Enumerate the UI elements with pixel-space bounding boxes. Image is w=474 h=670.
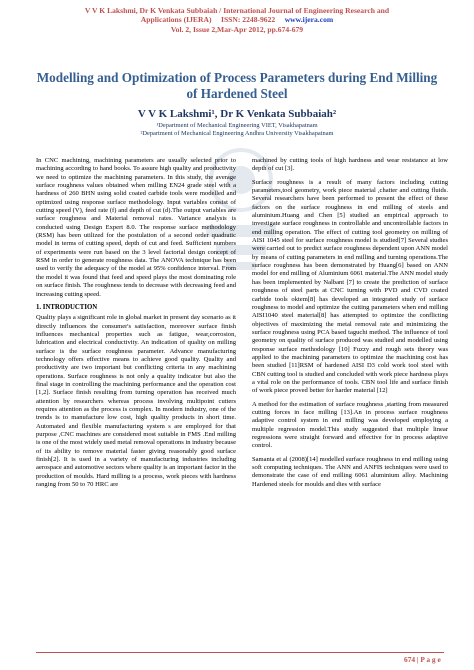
header-line-3: Vol. 2, Issue 2,Mar-Apr 2012, pp.674-679 bbox=[170, 24, 304, 34]
paper-authors: V V K Lakshmi¹, Dr K Venkata Subbaiah² bbox=[137, 108, 337, 120]
title-line-2: of Hardened Steel bbox=[186, 85, 288, 101]
header-issn: ISSN: 2248-9622 bbox=[220, 15, 276, 25]
section-heading-introduction: 1. INTRODUCTION bbox=[36, 303, 98, 311]
body-paragraph-1: machined by cutting tools of high hardness and wear resistance at low depth of cut [3]. bbox=[252, 157, 448, 173]
journal-header bbox=[0, 6, 474, 34]
header-line-1: V V K Lakshmi, Dr K Venkata Subbaiah / International Journal of Engineering Research and bbox=[84, 6, 390, 15]
header-line-2 bbox=[0, 15, 474, 24]
right-column bbox=[252, 157, 448, 494]
left-column bbox=[36, 157, 236, 494]
page-number: 674 | P a g e bbox=[404, 655, 441, 664]
affiliation-1: ¹Department of Mechanical Engineering VIET, Visakhapatnam bbox=[156, 122, 318, 129]
body-paragraph-4: Samanta et al (2008)[14] modelled surface roughness in end milling using soft computing techniques. The ANN and ANFIS techniques were used to demonstrate the case of end milling 6061 aluminium alloy. Machining Hardened steels for moulds and dies with surface bbox=[252, 455, 448, 488]
paper-title bbox=[0, 70, 474, 101]
introduction-paragraph: Quality plays a significant role in global market in present day scenario as it directly influences the consumer's satisfaction, moreover surface finish influences mechanical properties such as fatigue, wear,corrosion, lubrication and electrical conductivity. An indication of quality on milling surface is the surface roughness parameter. Advance manufacturing technology offers effective means to achieve good quality. Quality and productivity are two important but conflicting criteria in any machining operations. Surface roughness is not only a quality indicator but also the final stage in controlling the machining performance and the operation cost [1,2]. Surface finish resulting from turning operation has received much attention by researchers whereas process involving multipoint cutters requires attention as the process is complex. In modern industry, one of the trends is to manufacture low cost, high quality products in short time. Automated and flexible manufacturing system s are employed for that purpose ,CNC machines are considered most suitable in FMS .End milling is one of the most widely used metal removal operations in industry because of its ability to remove material faster giving reasonably good surface finish[2]. It is used in a variety of manufacturing industries including aerospace and automotive sectors where quality is an important factor in the production of moulds. Hard milling is a process, work pieces with hardness ranging from 50 to 70 HRC are bbox=[36, 314, 236, 489]
abstract-paragraph: In CNC machining, machining parameters are usually selected prior to machining according to hand books. To assure high quality and productivity we need to optimize the machining parameters. In this study, the average surface roughness values obtained when milling EN24 grade steel with a hardness of 260 BHN using solid coated carbide tools were modelled and optimized using response surface methodology. Input variables consist of cutting speed (V), feed rate (f) and depth of cut (d).The output variables are surface roughness and Material removal rates. Variance analysis is conducted using Design Expert 8.0. The response surface methodology (RSM) has been utilized for the postulation of a second order quadratic model in terms of cutting speed, depth of cut and feed. Sufficient numbers of experiments were run based on the 3 level factorial design concept of RSM in order to generate roughness data. The ANOVA technique has been used to verify the adequacy of the model at 95% confidence interval. From the model it was found that feed and speed plays the most dominating role on surface finish. The roughness tends to decrease with decreasing feed and increasing cutting speed. bbox=[36, 157, 236, 298]
body-paragraph-3: A method for the estimation of surface roughness ,starting from measured cutting forces in face milling [13].An in process surface roughness adaptive control system in end milling was developed employing a multiple regression model.This study suggested that multiple linear regressions were straight forward and effective for in process adaptive control. bbox=[252, 400, 448, 450]
author-affiliations bbox=[0, 122, 474, 138]
header-url-link[interactable]: www.ijera.com bbox=[284, 15, 334, 25]
affiliation-2: ²Department of Mechanical Engineering Andhra University Visakhapatnam bbox=[140, 130, 334, 137]
title-line-1: Modelling and Optimization of Process Parameters during End Milling bbox=[36, 70, 438, 85]
header-journal: Applications (IJERA) bbox=[140, 15, 212, 25]
body-paragraph-2: Surface roughness is a result of many factors including cutting parameters,tool geometry, work piece material ,chatter and cutting fluids. Several researchers have been performed to present the effect of these factors on the surface roughness in end milling of steels and aluminium.Huang and Chen [5] studied an empirical approach to investigate surface roughness in controllable and uncontrollable factors in end milling operation. The effect of cutting tool geometry on milling of AISI 1045 steel for surface roughness model is studied[7] Several studies were carried out to predict surface roughness dependent upon ANN model by means of cutting parameters in end milling and turning operations.The surface roughness has been demonstrated by Huang[6] based on ANN model for end milling of Aluminium 6061 material.The ANN model study has been implemented by Nalbant [7] to create the prediction of surface roughness of steel parts at CNC turning with PVD and CVD coated carbide tools oktem[8] has developed an integrated study of surface roughness to model and optimize the cutting parameters when end milling AISI1040 steel material[8] has attempted to optimize the conflicting objectives of maximizing the metal removal rate and minimizing the surface roughness using PCA based taguchi method. The influence of tool geometry on quality of surface produced was studied and modelled using response surface methodology [10] Fuzzy and rough sets theory was applied to the machining parameters to optimize the machining cost has been studied [11]RSM of hardened AISI D3 cold work tool steel with CBN cutting tool is studied and concluded with work piece hardness plays a vital role on the performance of tools. CBN tool life and surface finish of work piece proved better for harder material [12] bbox=[252, 178, 448, 395]
footer-divider bbox=[36, 652, 444, 653]
